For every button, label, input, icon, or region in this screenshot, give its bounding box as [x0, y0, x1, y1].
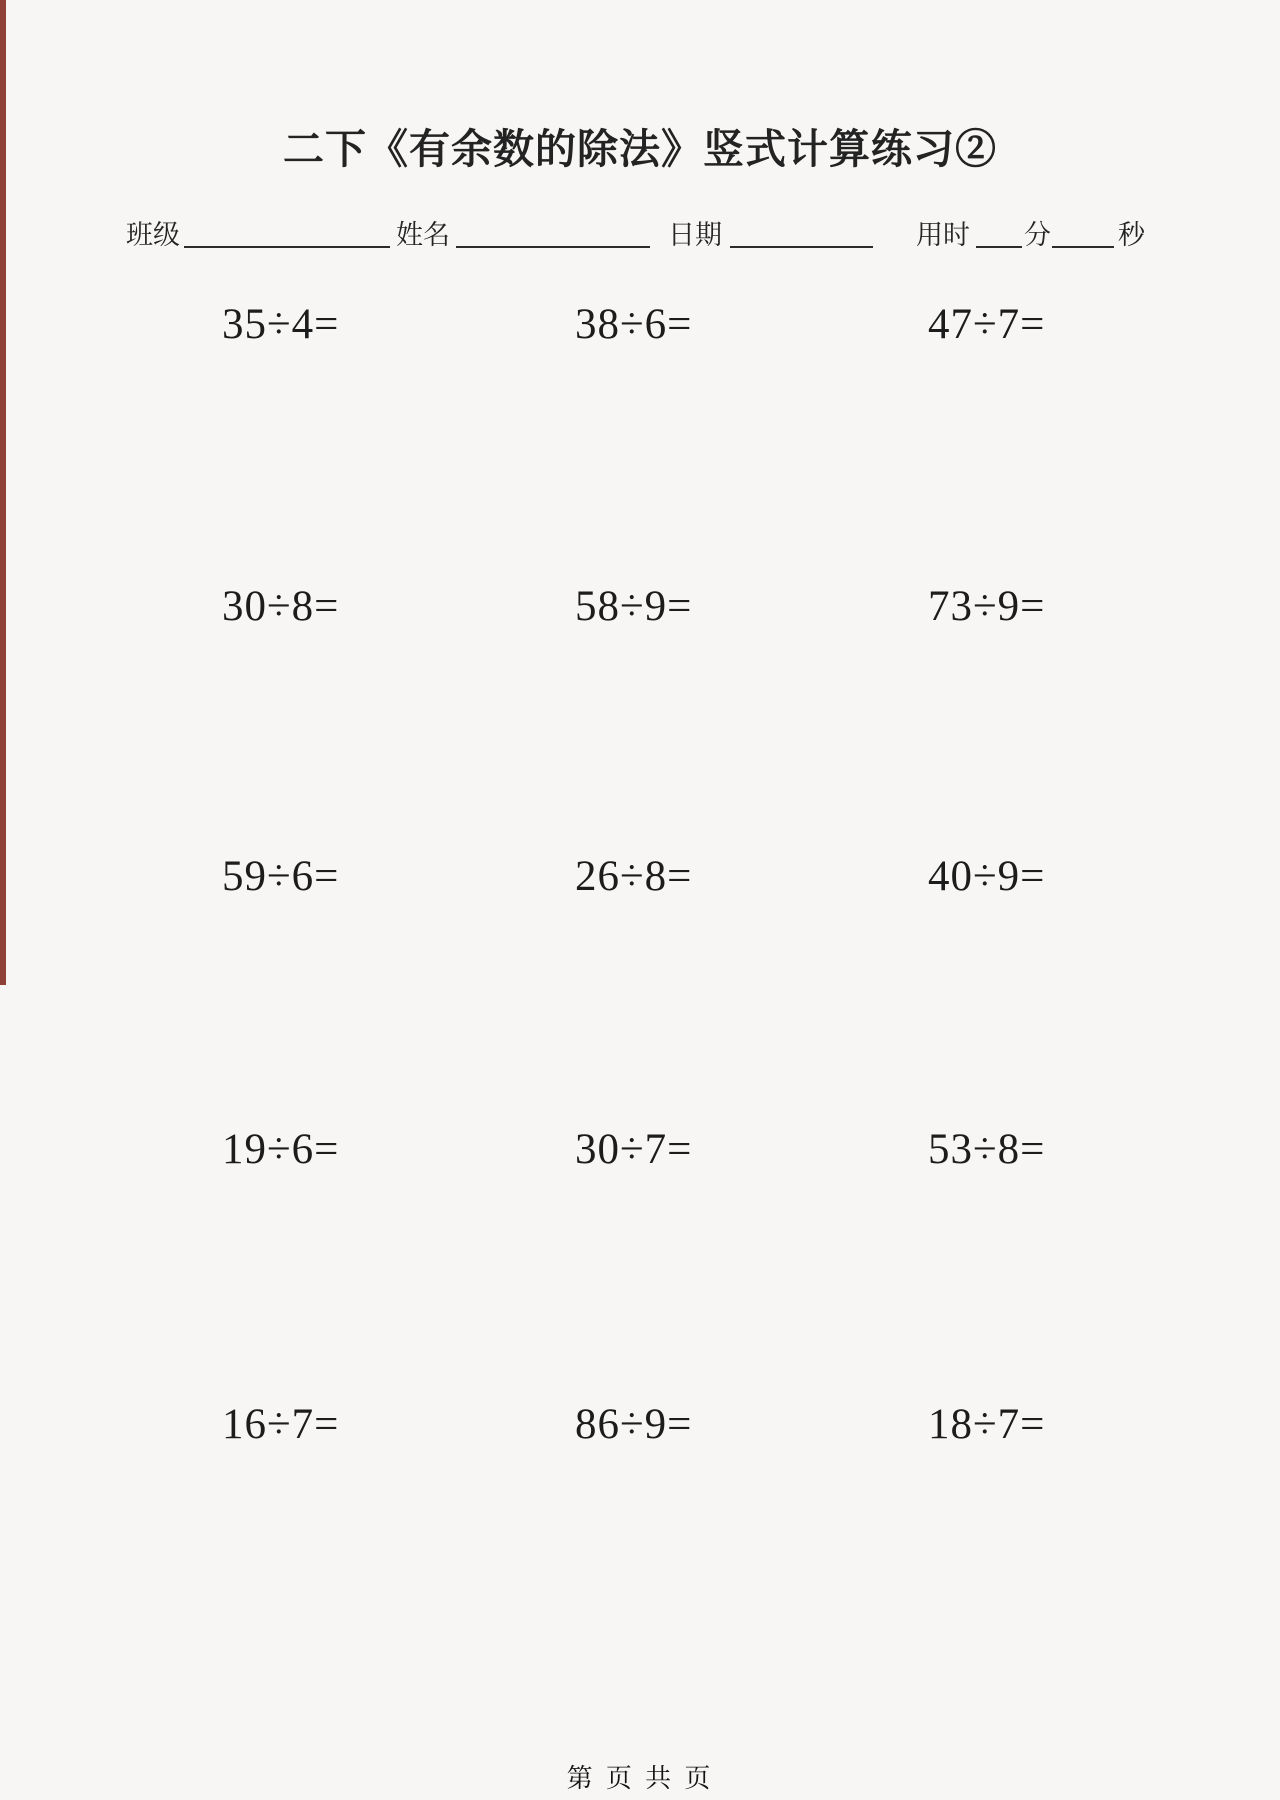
date-label: 日期 — [668, 220, 722, 250]
date-blank-line — [730, 246, 873, 248]
division-problem: 16÷7= — [222, 1401, 340, 1448]
page-title: 二下《有余数的除法》竖式计算练习② — [283, 126, 997, 172]
class-label: 班级 — [126, 220, 180, 250]
division-problem: 86÷9= — [575, 1401, 693, 1448]
division-problem: 53÷8= — [928, 1126, 1046, 1173]
division-problem: 30÷8= — [222, 583, 340, 630]
division-problem: 73÷9= — [928, 583, 1046, 630]
name-label: 姓名 — [396, 220, 450, 250]
name-blank-line — [456, 246, 650, 248]
division-problem: 40÷9= — [928, 853, 1046, 900]
division-problem: 59÷6= — [222, 853, 340, 900]
division-problem: 19÷6= — [222, 1126, 340, 1173]
division-problem: 38÷6= — [575, 301, 693, 348]
division-problem: 47÷7= — [928, 301, 1046, 348]
class-blank-line — [184, 246, 390, 248]
division-problem: 30÷7= — [575, 1126, 693, 1173]
student-info-header — [0, 219, 1280, 255]
minutes-blank-line — [976, 246, 1022, 248]
division-problem: 58÷9= — [575, 583, 693, 630]
seconds-blank-line — [1052, 246, 1114, 248]
division-problem: 35÷4= — [222, 301, 340, 348]
seconds-label: 秒 — [1118, 220, 1145, 250]
division-problem: 26÷8= — [575, 853, 693, 900]
minutes-label: 分 — [1024, 220, 1051, 250]
division-problem: 18÷7= — [928, 1401, 1046, 1448]
time-used-label: 用时 — [916, 220, 970, 250]
page-number-footer: 第 页 共 页 — [566, 1763, 714, 1793]
